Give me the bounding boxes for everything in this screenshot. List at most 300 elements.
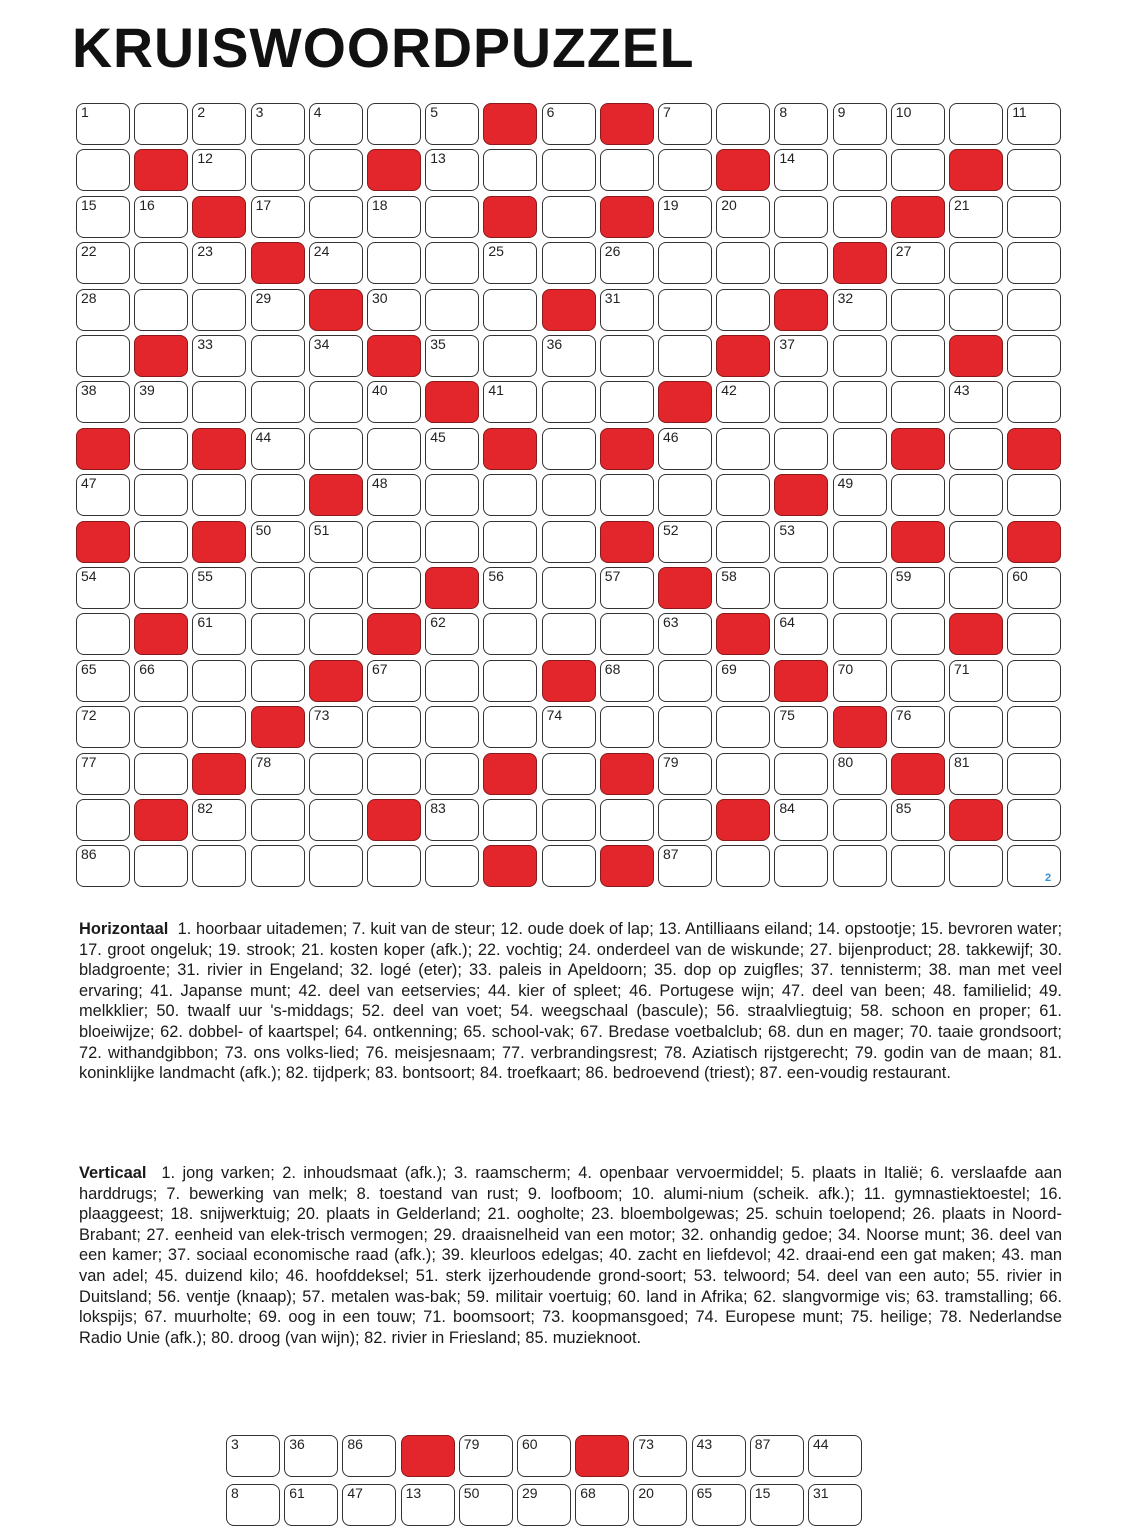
grid-cell[interactable] [134, 521, 188, 563]
grid-cell[interactable] [949, 706, 1003, 748]
grid-cell[interactable] [949, 289, 1003, 331]
grid-cell[interactable] [134, 845, 188, 887]
solution-cell[interactable] [808, 1484, 862, 1526]
grid-cell[interactable] [774, 845, 828, 887]
grid-cell[interactable] [76, 706, 130, 748]
grid-cell[interactable] [891, 103, 945, 145]
grid-cell[interactable] [891, 242, 945, 284]
grid-cell[interactable] [774, 335, 828, 377]
grid-cell[interactable] [367, 845, 421, 887]
grid-cell[interactable] [192, 242, 246, 284]
grid-cell[interactable] [658, 613, 712, 655]
grid-cell[interactable] [600, 799, 654, 841]
grid-cell[interactable] [367, 567, 421, 609]
grid-cell[interactable] [1007, 242, 1061, 284]
grid-cell[interactable] [76, 660, 130, 702]
grid-cell[interactable] [483, 799, 537, 841]
grid-cell[interactable] [833, 799, 887, 841]
grid-cell[interactable] [251, 660, 305, 702]
grid-cell[interactable] [483, 474, 537, 516]
grid-cell[interactable] [76, 567, 130, 609]
grid-cell[interactable] [833, 196, 887, 238]
grid-cell[interactable] [309, 335, 363, 377]
grid-cell[interactable] [134, 381, 188, 423]
solution-cell-number: 65 [696, 1484, 713, 1501]
grid-cell[interactable] [774, 381, 828, 423]
grid-cell[interactable] [891, 381, 945, 423]
grid-cell[interactable] [658, 428, 712, 470]
grid-cell[interactable] [76, 242, 130, 284]
grid-cell[interactable] [76, 753, 130, 795]
grid-cell[interactable] [76, 335, 130, 377]
grid-cell[interactable] [658, 753, 712, 795]
crossword-grid [76, 103, 1065, 890]
grid-cell[interactable] [658, 521, 712, 563]
grid-cell[interactable] [251, 567, 305, 609]
black-cell [483, 845, 537, 887]
grid-cell[interactable] [833, 381, 887, 423]
grid-cell[interactable] [891, 660, 945, 702]
grid-cell[interactable] [76, 196, 130, 238]
grid-cell[interactable] [949, 521, 1003, 563]
black-cell [483, 196, 537, 238]
solution-cell[interactable] [633, 1484, 687, 1526]
grid-cell[interactable] [309, 196, 363, 238]
grid-cell[interactable] [716, 753, 770, 795]
grid-cell[interactable] [774, 613, 828, 655]
grid-cell[interactable] [716, 196, 770, 238]
grid-cell[interactable] [716, 660, 770, 702]
solution-cell-number: 15 [754, 1484, 771, 1501]
grid-cell[interactable] [367, 706, 421, 748]
grid-cell[interactable] [949, 381, 1003, 423]
grid-cell[interactable] [134, 103, 188, 145]
grid-cell[interactable] [483, 381, 537, 423]
grid-cell[interactable] [658, 103, 712, 145]
solution-cell[interactable] [633, 1435, 687, 1477]
grid-cell[interactable] [833, 567, 887, 609]
grid-cell[interactable] [309, 567, 363, 609]
black-cell [134, 613, 188, 655]
grid-cell[interactable] [192, 660, 246, 702]
grid-cell[interactable] [600, 567, 654, 609]
grid-cell[interactable] [192, 149, 246, 191]
grid-cell[interactable] [542, 567, 596, 609]
grid-cell[interactable] [833, 149, 887, 191]
solution-cell[interactable] [342, 1435, 396, 1477]
grid-cell[interactable] [774, 242, 828, 284]
grid-cell[interactable] [76, 289, 130, 331]
grid-cell[interactable] [774, 799, 828, 841]
grid-cell[interactable] [716, 381, 770, 423]
grid-cell[interactable] [192, 845, 246, 887]
grid-cell[interactable] [192, 289, 246, 331]
grid-cell[interactable] [891, 613, 945, 655]
cell-number: 44 [255, 428, 272, 445]
grid-cell[interactable] [251, 335, 305, 377]
grid-cell[interactable] [833, 753, 887, 795]
grid-cell[interactable] [76, 613, 130, 655]
black-cell [600, 103, 654, 145]
grid-cell[interactable] [716, 103, 770, 145]
solution-cell[interactable] [808, 1435, 862, 1477]
grid-cell[interactable] [425, 474, 479, 516]
grid-cell[interactable] [76, 103, 130, 145]
grid-cell[interactable] [425, 196, 479, 238]
grid-cell[interactable] [309, 521, 363, 563]
grid-cell[interactable] [309, 845, 363, 887]
grid-cell[interactable] [309, 103, 363, 145]
grid-cell[interactable] [76, 149, 130, 191]
cell-number: 67 [372, 660, 388, 677]
grid-cell[interactable] [134, 428, 188, 470]
grid-cell[interactable] [309, 149, 363, 191]
grid-cell[interactable] [192, 613, 246, 655]
grid-cell[interactable] [192, 381, 246, 423]
grid-cell[interactable] [542, 242, 596, 284]
grid-cell[interactable] [483, 567, 537, 609]
grid-cell[interactable] [658, 474, 712, 516]
grid-cell[interactable] [309, 706, 363, 748]
grid-cell[interactable] [1007, 149, 1061, 191]
grid-cell[interactable] [949, 242, 1003, 284]
grid-cell[interactable] [134, 196, 188, 238]
grid-cell[interactable] [1007, 753, 1061, 795]
grid-cell[interactable] [134, 474, 188, 516]
grid-cell[interactable] [251, 845, 305, 887]
solution-cell[interactable] [750, 1435, 804, 1477]
grid-cell[interactable] [716, 706, 770, 748]
black-cell [192, 428, 246, 470]
solution-cell[interactable] [342, 1484, 396, 1526]
grid-cell[interactable] [251, 381, 305, 423]
grid-cell[interactable] [367, 196, 421, 238]
solution-cell-number: 44 [813, 1436, 829, 1452]
grid-cell[interactable] [716, 521, 770, 563]
grid-cell[interactable] [1007, 103, 1061, 145]
grid-cell[interactable] [774, 521, 828, 563]
grid-cell[interactable] [658, 706, 712, 748]
grid-cell[interactable] [134, 753, 188, 795]
solution-cell-number: 3 [231, 1436, 239, 1452]
grid-cell[interactable] [658, 149, 712, 191]
cell-number: 18 [372, 196, 388, 213]
grid-cell[interactable] [600, 381, 654, 423]
grid-cell[interactable] [542, 381, 596, 423]
grid-cell[interactable] [425, 289, 479, 331]
grid-cell[interactable] [134, 289, 188, 331]
grid-cell[interactable] [600, 613, 654, 655]
grid-cell[interactable] [425, 613, 479, 655]
grid-cell[interactable] [658, 289, 712, 331]
grid-cell[interactable] [367, 474, 421, 516]
grid-cell[interactable] [658, 242, 712, 284]
grid-cell[interactable] [542, 613, 596, 655]
grid-cell[interactable] [716, 428, 770, 470]
grid-cell[interactable] [425, 845, 479, 887]
black-cell [542, 660, 596, 702]
grid-cell[interactable] [716, 845, 770, 887]
grid-cell[interactable] [891, 474, 945, 516]
black-cell [309, 289, 363, 331]
grid-cell[interactable] [891, 335, 945, 377]
grid-cell[interactable] [251, 521, 305, 563]
grid-cell[interactable] [600, 289, 654, 331]
puzzle-title: KRUISWOORDPUZZEL [72, 16, 695, 79]
solution-cell-number: 43 [696, 1436, 713, 1452]
grid-cell[interactable] [1007, 706, 1061, 748]
grid-cell[interactable] [949, 196, 1003, 238]
grid-cell[interactable] [949, 474, 1003, 516]
grid-cell[interactable] [600, 149, 654, 191]
grid-cell[interactable] [425, 706, 479, 748]
solution-cell-number: 8 [231, 1484, 239, 1501]
grid-cell[interactable] [367, 242, 421, 284]
grid-cell[interactable] [425, 521, 479, 563]
grid-cell[interactable] [251, 149, 305, 191]
grid-cell[interactable] [192, 103, 246, 145]
black-cell [425, 381, 479, 423]
grid-cell[interactable] [425, 660, 479, 702]
grid-cell[interactable] [949, 753, 1003, 795]
grid-cell[interactable] [774, 103, 828, 145]
grid-cell[interactable] [949, 567, 1003, 609]
grid-cell[interactable] [425, 753, 479, 795]
grid-cell[interactable] [251, 613, 305, 655]
cell-number: 7 [663, 104, 671, 120]
solution-cell-number: 20 [638, 1484, 654, 1501]
black-cell [891, 753, 945, 795]
grid-cell[interactable] [949, 660, 1003, 702]
grid-cell[interactable] [425, 149, 479, 191]
grid-cell[interactable] [309, 753, 363, 795]
grid-cell[interactable] [891, 289, 945, 331]
grid-cell[interactable] [1007, 567, 1061, 609]
grid-cell[interactable] [425, 103, 479, 145]
grid-cell[interactable] [309, 799, 363, 841]
cell-number: 37 [779, 336, 795, 352]
cell-number: 64 [779, 614, 795, 631]
cell-number: 33 [197, 336, 213, 352]
grid-cell[interactable] [658, 845, 712, 887]
solution-cell[interactable] [401, 1484, 455, 1526]
grid-cell[interactable] [833, 103, 887, 145]
grid-cell[interactable] [76, 381, 130, 423]
solution-cell[interactable] [226, 1484, 280, 1526]
grid-cell[interactable] [483, 660, 537, 702]
grid-cell[interactable] [658, 799, 712, 841]
grid-cell[interactable] [774, 196, 828, 238]
grid-cell[interactable] [542, 753, 596, 795]
grid-cell[interactable] [716, 474, 770, 516]
grid-cell[interactable] [76, 799, 130, 841]
grid-cell[interactable] [716, 567, 770, 609]
solution-cell-number: 60 [522, 1436, 538, 1452]
grid-cell[interactable] [774, 567, 828, 609]
vertical-label: Verticaal [79, 1164, 147, 1182]
grid-cell[interactable] [425, 428, 479, 470]
grid-cell[interactable] [367, 753, 421, 795]
grid-cell[interactable] [1007, 474, 1061, 516]
grid-cell[interactable] [483, 242, 537, 284]
grid-cell[interactable] [833, 660, 887, 702]
cell-number: 84 [779, 800, 795, 816]
solution-cell[interactable] [692, 1484, 746, 1526]
grid-cell[interactable] [309, 428, 363, 470]
grid-cell[interactable] [425, 799, 479, 841]
grid-cell[interactable] [891, 567, 945, 609]
grid-cell[interactable] [949, 103, 1003, 145]
cell-number: 46 [663, 428, 679, 445]
solution-cell[interactable] [284, 1435, 338, 1477]
grid-cell[interactable] [367, 660, 421, 702]
grid-cell[interactable] [1007, 845, 1061, 887]
grid-cell[interactable] [251, 289, 305, 331]
grid-cell[interactable] [367, 289, 421, 331]
grid-cell[interactable] [833, 845, 887, 887]
grid-cell[interactable] [425, 242, 479, 284]
grid-cell[interactable] [833, 521, 887, 563]
grid-cell[interactable] [1007, 660, 1061, 702]
grid-cell[interactable] [542, 103, 596, 145]
grid-cell[interactable] [367, 521, 421, 563]
grid-cell[interactable] [1007, 381, 1061, 423]
grid-cell[interactable] [76, 474, 130, 516]
black-cell [949, 149, 1003, 191]
grid-cell[interactable] [891, 799, 945, 841]
grid-cell[interactable] [483, 149, 537, 191]
grid-cell[interactable] [134, 660, 188, 702]
grid-cell[interactable] [542, 799, 596, 841]
grid-cell[interactable] [367, 103, 421, 145]
grid-cell[interactable] [192, 706, 246, 748]
grid-cell[interactable] [192, 474, 246, 516]
grid-cell[interactable] [425, 335, 479, 377]
cell-number: 4 [313, 104, 322, 120]
grid-cell[interactable] [1007, 289, 1061, 331]
grid-cell[interactable] [833, 428, 887, 470]
grid-cell[interactable] [483, 613, 537, 655]
grid-cell[interactable] [251, 196, 305, 238]
black-cell [949, 335, 1003, 377]
grid-cell[interactable] [658, 660, 712, 702]
grid-cell[interactable] [891, 149, 945, 191]
grid-cell[interactable] [309, 613, 363, 655]
solution-cell[interactable] [459, 1484, 513, 1526]
grid-cell[interactable] [542, 196, 596, 238]
grid-cell[interactable] [1007, 799, 1061, 841]
grid-cell[interactable] [367, 381, 421, 423]
grid-cell[interactable] [192, 567, 246, 609]
grid-cell[interactable] [891, 845, 945, 887]
cell-number: 58 [721, 568, 737, 584]
grid-cell[interactable] [1007, 196, 1061, 238]
grid-cell[interactable] [542, 428, 596, 470]
grid-cell[interactable] [251, 474, 305, 516]
cell-number: 30 [372, 289, 388, 306]
solution-cell-number: 86 [347, 1436, 363, 1452]
grid-cell[interactable] [367, 428, 421, 470]
grid-cell[interactable] [134, 706, 188, 748]
grid-cell[interactable] [600, 660, 654, 702]
grid-cell[interactable] [949, 845, 1003, 887]
grid-cell[interactable] [483, 706, 537, 748]
grid-cell[interactable] [891, 706, 945, 748]
grid-cell[interactable] [483, 335, 537, 377]
black-cell [774, 474, 828, 516]
grid-cell[interactable] [134, 242, 188, 284]
solution-cell[interactable] [459, 1435, 513, 1477]
solution-cell[interactable] [575, 1484, 629, 1526]
grid-cell[interactable] [600, 242, 654, 284]
solution-cell[interactable] [692, 1435, 746, 1477]
grid-cell[interactable] [192, 335, 246, 377]
grid-cell[interactable] [600, 474, 654, 516]
solution-cell[interactable] [226, 1435, 280, 1477]
grid-cell[interactable] [833, 613, 887, 655]
grid-cell[interactable] [600, 335, 654, 377]
black-cell [716, 799, 770, 841]
solution-cell[interactable] [750, 1484, 804, 1526]
grid-cell[interactable] [134, 567, 188, 609]
grid-cell[interactable] [949, 428, 1003, 470]
grid-cell[interactable] [716, 289, 770, 331]
grid-cell[interactable] [251, 799, 305, 841]
grid-cell[interactable] [833, 474, 887, 516]
grid-cell[interactable] [76, 845, 130, 887]
grid-cell[interactable] [542, 521, 596, 563]
solution-cell-number: 87 [754, 1436, 771, 1452]
grid-cell[interactable] [542, 335, 596, 377]
grid-cell[interactable] [716, 242, 770, 284]
grid-cell[interactable] [1007, 613, 1061, 655]
grid-cell[interactable] [542, 474, 596, 516]
grid-cell[interactable] [309, 242, 363, 284]
cell-number: 42 [721, 382, 737, 399]
grid-cell[interactable] [542, 149, 596, 191]
grid-cell[interactable] [774, 706, 828, 748]
grid-cell[interactable] [774, 753, 828, 795]
grid-cell[interactable] [483, 289, 537, 331]
grid-cell[interactable] [483, 521, 537, 563]
grid-cell[interactable] [833, 335, 887, 377]
cell-number: 70 [837, 660, 854, 677]
grid-cell[interactable] [251, 103, 305, 145]
cell-number: 63 [663, 614, 679, 631]
grid-cell[interactable] [774, 428, 828, 470]
grid-cell[interactable] [600, 706, 654, 748]
cell-number: 5 [430, 104, 438, 120]
grid-cell[interactable] [833, 289, 887, 331]
grid-cell[interactable] [774, 149, 828, 191]
grid-cell[interactable] [192, 799, 246, 841]
vertical-clues [79, 1163, 1062, 1348]
cell-number: 56 [488, 568, 504, 584]
grid-cell[interactable] [542, 845, 596, 887]
grid-cell[interactable] [658, 196, 712, 238]
grid-cell[interactable] [658, 335, 712, 377]
solution-cell[interactable] [517, 1435, 571, 1477]
grid-cell[interactable] [309, 381, 363, 423]
solution-cell[interactable] [517, 1484, 571, 1526]
grid-cell[interactable] [542, 706, 596, 748]
cell-number: 72 [81, 707, 97, 724]
black-cell [483, 428, 537, 470]
grid-cell[interactable] [251, 428, 305, 470]
solution-cell[interactable] [284, 1484, 338, 1526]
grid-cell[interactable] [1007, 335, 1061, 377]
grid-cell[interactable] [251, 753, 305, 795]
